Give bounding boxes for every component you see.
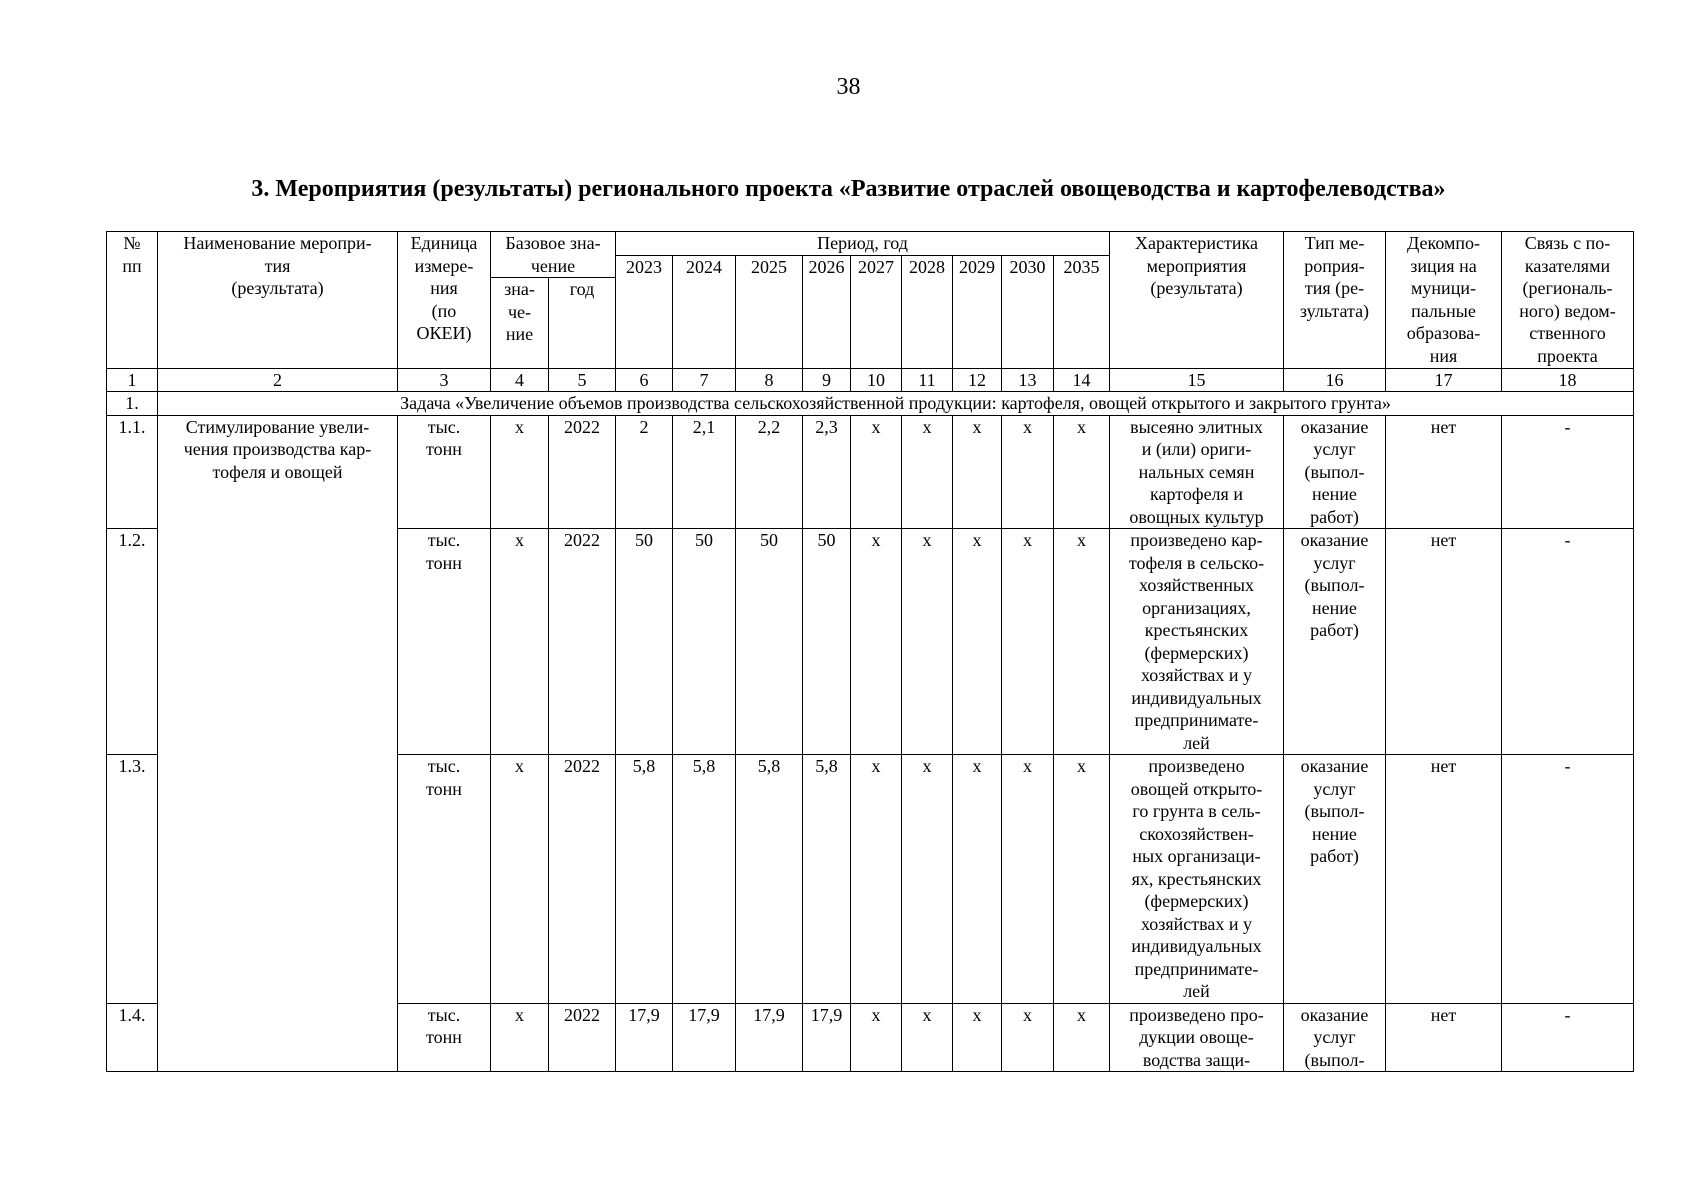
row-value: х (1002, 1003, 1054, 1072)
row-characteristic: произведено кар- тофеля в сельско- хозяйственных организациях, крестьянских (фермерских) хозяйствах и у индивидуальных предпринимате- лей (1110, 529, 1284, 755)
row-value: 2,2 (736, 415, 803, 529)
row-base-value: х (491, 415, 549, 529)
row-link: - (1502, 1003, 1634, 1072)
column-number: 17 (1386, 369, 1502, 392)
header-no: № пп (107, 232, 158, 369)
row-value: 17,9 (616, 1003, 673, 1072)
row-value: х (851, 1003, 902, 1072)
row-value: х (953, 415, 1002, 529)
header-year: 2028 (902, 255, 953, 369)
row-value: х (953, 1003, 1002, 1072)
header-year: 2029 (953, 255, 1002, 369)
row-value: 50 (673, 529, 736, 755)
header-year: 2026 (803, 255, 851, 369)
row-base-year: 2022 (549, 529, 616, 755)
header-unit: Единица измере- ния (по ОКЕИ) (398, 232, 491, 369)
column-number: 18 (1502, 369, 1634, 392)
header-year: 2027 (851, 255, 902, 369)
row-characteristic: высеяно элитных и (или) ориги- нальных семян картофеля и овощных культур (1110, 415, 1284, 529)
column-number: 15 (1110, 369, 1284, 392)
task-row (107, 392, 1634, 416)
row-decomposition: нет (1386, 755, 1502, 1004)
document-title: 3. Мероприятия (результаты) регионального проекта «Развитие отраслей овощеводства и картофелеводства» (251, 176, 1446, 202)
row-value: х (851, 755, 902, 1004)
row-value: х (902, 415, 953, 529)
column-number: 10 (851, 369, 902, 392)
row-type: оказание услуг (выпол- нение работ) (1284, 529, 1386, 755)
column-number: 14 (1054, 369, 1110, 392)
task-number: 1. (107, 392, 158, 416)
row-value: 17,9 (673, 1003, 736, 1072)
row-characteristic: произведено овощей открыто- го грунта в сель- скохозяйствен- ных организаци- ях, крестьянских (фермерских) хозяйствах и у индивидуальных предпринимате- лей (1110, 755, 1284, 1004)
row-link: - (1502, 415, 1634, 529)
column-number: 12 (953, 369, 1002, 392)
measure-name: Стимулирование увели- чения производства кар- тофеля и овощей (158, 415, 398, 1072)
row-value: х (902, 1003, 953, 1072)
row-value: х (851, 529, 902, 755)
row-value: 5,8 (673, 755, 736, 1004)
page-number: 38 (836, 74, 861, 100)
row-value: х (1002, 529, 1054, 755)
row-value: 2 (616, 415, 673, 529)
row-value: 5,8 (736, 755, 803, 1004)
row-decomposition: нет (1386, 415, 1502, 529)
row-base-value: х (491, 1003, 549, 1072)
row-value: х (851, 415, 902, 529)
column-number: 16 (1284, 369, 1386, 392)
row-value: 2,1 (673, 415, 736, 529)
row-value: 2,3 (803, 415, 851, 529)
row-number: 1.2. (107, 529, 158, 755)
row-base-year: 2022 (549, 415, 616, 529)
row-unit: тыс. тонн (398, 755, 491, 1004)
header-year: 2024 (673, 255, 736, 369)
row-value: 5,8 (803, 755, 851, 1004)
header-base-value: зна- че- ние (491, 278, 549, 369)
row-value: 50 (616, 529, 673, 755)
row-base-value: х (491, 529, 549, 755)
row-value: х (953, 529, 1002, 755)
row-value: 50 (736, 529, 803, 755)
column-number: 6 (616, 369, 673, 392)
row-unit: тыс. тонн (398, 1003, 491, 1072)
row-value: х (1054, 1003, 1110, 1072)
column-number: 7 (673, 369, 736, 392)
header-row-1 (107, 232, 1634, 256)
column-number: 11 (902, 369, 953, 392)
column-number: 3 (398, 369, 491, 392)
row-characteristic: произведено про- дукции овоще- водства защи- (1110, 1003, 1284, 1072)
row-link: - (1502, 755, 1634, 1004)
row-type: оказание услуг (выпол- (1284, 1003, 1386, 1072)
row-number: 1.3. (107, 755, 158, 1004)
row-value: 50 (803, 529, 851, 755)
header-characteristic: Характеристика мероприятия (результата) (1110, 232, 1284, 369)
row-value: х (1002, 755, 1054, 1004)
row-value: х (902, 529, 953, 755)
row-base-value: х (491, 755, 549, 1004)
row-unit: тыс. тонн (398, 415, 491, 529)
measures-table (106, 231, 1634, 1072)
column-number: 2 (158, 369, 398, 392)
column-number: 1 (107, 369, 158, 392)
header-type: Тип ме- роприя- тия (ре- зультата) (1284, 232, 1386, 369)
column-number: 4 (491, 369, 549, 392)
header-year: 2035 (1054, 255, 1110, 369)
row-base-year: 2022 (549, 755, 616, 1004)
row-decomposition: нет (1386, 529, 1502, 755)
row-value: х (1054, 415, 1110, 529)
row-value: х (1054, 529, 1110, 755)
row-type: оказание услуг (выпол- нение работ) (1284, 415, 1386, 529)
column-numbers-row (107, 369, 1634, 392)
header-decomposition: Декомпо- зиция на муници- пальные образова- ния (1386, 232, 1502, 369)
row-value: 5,8 (616, 755, 673, 1004)
row-value: 17,9 (736, 1003, 803, 1072)
header-name: Наименование меропри- тия (результата) (158, 232, 398, 369)
row-value: х (953, 755, 1002, 1004)
row-value: х (1054, 755, 1110, 1004)
row-value: х (1002, 415, 1054, 529)
row-base-year: 2022 (549, 1003, 616, 1072)
column-number: 8 (736, 369, 803, 392)
table-row (107, 415, 1634, 529)
header-year: 2025 (736, 255, 803, 369)
header-year: 2023 (616, 255, 673, 369)
header-base-year: год (549, 278, 616, 369)
header-year: 2030 (1002, 255, 1054, 369)
header-link: Связь с по- казателями (региональ- ного) ведом- ственного проекта (1502, 232, 1634, 369)
row-value: х (902, 755, 953, 1004)
row-type: оказание услуг (выпол- нение работ) (1284, 755, 1386, 1004)
row-unit: тыс. тонн (398, 529, 491, 755)
row-value: 17,9 (803, 1003, 851, 1072)
column-number: 5 (549, 369, 616, 392)
task-text: Задача «Увеличение объемов производства сельскохозяйственной продукции: картофеля, овощей открытого и закрытого грунта» (158, 392, 1634, 416)
row-link: - (1502, 529, 1634, 755)
column-number: 9 (803, 369, 851, 392)
header-period: Период, год (616, 232, 1110, 256)
row-decomposition: нет (1386, 1003, 1502, 1072)
column-number: 13 (1002, 369, 1054, 392)
row-number: 1.1. (107, 415, 158, 529)
row-number: 1.4. (107, 1003, 158, 1072)
header-base: Базовое зна- чение (491, 232, 616, 278)
